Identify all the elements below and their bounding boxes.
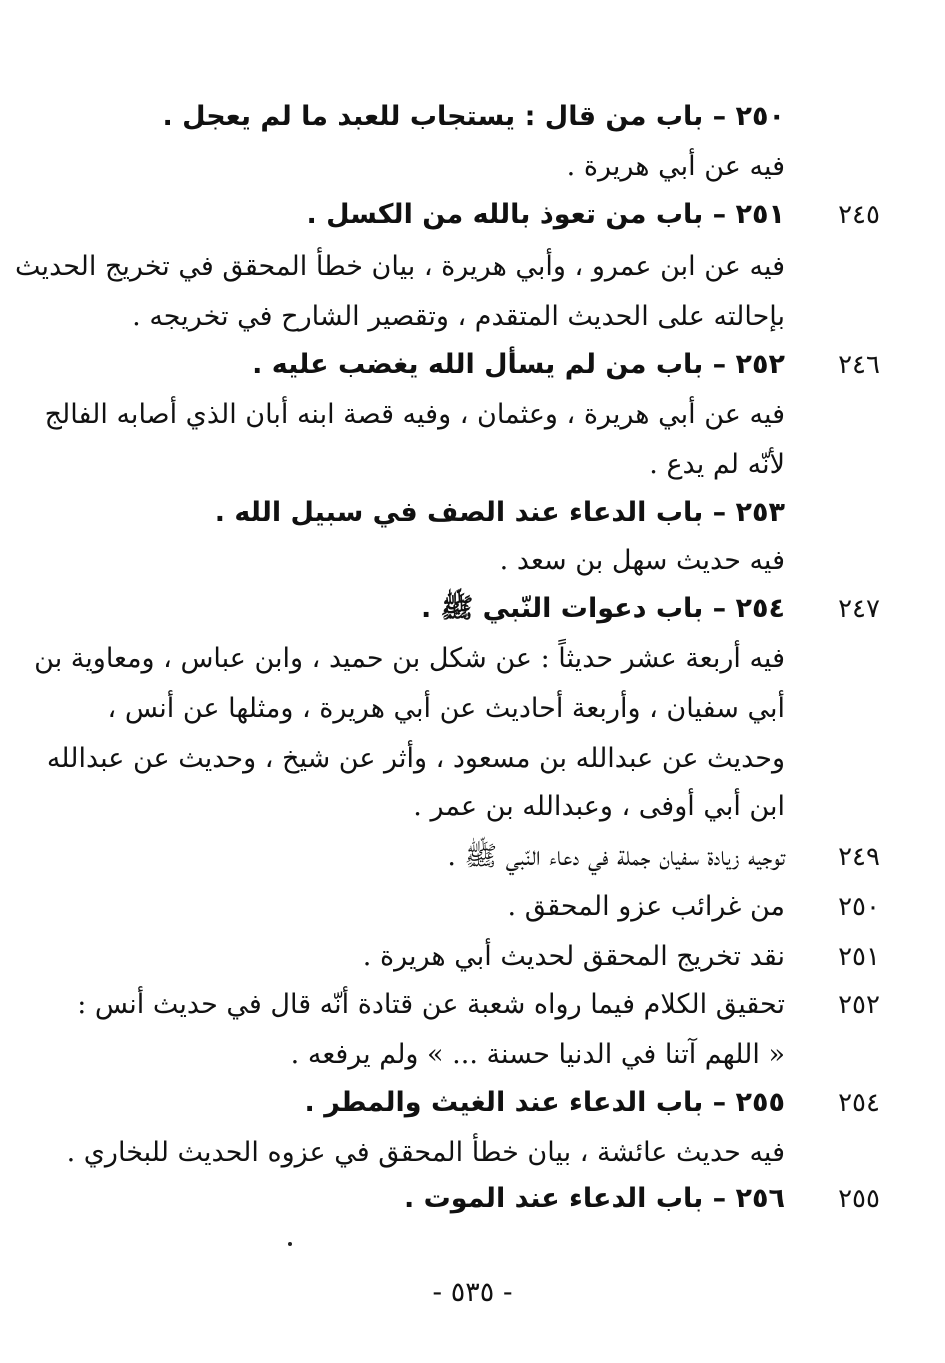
chapter-note: فيه أربعة عشر حديثاً : عن شكل بن حميد ، وابن عباس ، ومعاوية بن: [34, 643, 785, 674]
chapter-note: توجيه زيادة سفيان جملة في دعاء النّبي ﷺ .: [447, 841, 785, 872]
page-number: - ٥٣٥ -: [432, 1277, 513, 1308]
chapter-note: « اللهم آتنا في الدنيا حسنة ... » ولم يرفعه .: [290, 1039, 785, 1070]
index-line: [100, 932, 880, 982]
index-line: [44, 390, 880, 440]
index-line: [100, 1078, 880, 1128]
chapter-heading: ٢٥٦ – باب الدعاء عند الموت .: [403, 1183, 785, 1214]
index-line: [46, 734, 880, 784]
chapter-note: فيه حديث سهل بن سعد .: [499, 545, 785, 576]
chapter-note: فيه عن أبي هريرة ، وعثمان ، وفيه قصة ابنه أبان الذي أصابه الفالج: [44, 399, 785, 430]
chapter-note: أبي سفيان ، وأربعة أحاديث عن أبي هريرة ، ومثلها عن أنس ،: [107, 693, 785, 724]
index-line: [100, 584, 880, 634]
chapter-note: فيه عن ابن عمرو ، وأبي هريرة ، بيان خطأ المحقق في تخريج الحديث: [15, 251, 785, 282]
chapter-heading: ٢٥٢ – باب من لم يسأل الله يغضب عليه .: [252, 349, 785, 380]
index-line: [100, 92, 880, 142]
index-line: [100, 190, 880, 240]
chapter-note: تحقيق الكلام فيما رواه شعبة عن قتادة أنّه قال في حديث أنس :: [77, 989, 785, 1020]
page-reference: ٢٤٩: [838, 842, 880, 872]
index-line: [100, 340, 880, 390]
index-line: [100, 782, 880, 832]
chapter-heading: ٢٥٠ – باب من قال : يستجاب للعبد ما لم يعجل .: [162, 101, 785, 132]
index-line: [100, 142, 880, 192]
index-line: [100, 832, 880, 882]
index-line: [100, 882, 880, 932]
chapter-note: وحديث عن عبدالله بن مسعود ، وأثر عن شيخ ، وحديث عن عبدالله: [46, 743, 785, 774]
page-reference: ٢٥١: [838, 942, 880, 972]
chapter-note: فيه حديث عائشة ، بيان خطأ المحقق في عزوه الحديث للبخاري .: [66, 1137, 785, 1168]
chapter-heading: ٢٥٣ – باب الدعاء عند الصف في سبيل الله .: [214, 497, 785, 528]
page-reference: ٢٥٥: [838, 1184, 880, 1214]
index-line: [100, 488, 880, 538]
chapter-note: بإحالته على الحديث المتقدم ، وتقصير الشارح في تخريجه .: [132, 301, 785, 332]
chapter-note: لأنّه لم يدع .: [649, 449, 785, 480]
chapter-note: ابن أبي أوفى ، وعبدالله بن عمر .: [413, 791, 785, 822]
index-line: [100, 684, 880, 734]
page-reference: ٢٤٥: [838, 200, 880, 230]
index-line: [100, 1174, 880, 1224]
chapter-note: نقد تخريج المحقق لحديث أبي هريرة .: [362, 941, 785, 972]
chapter-note: فيه عن أبي هريرة .: [566, 151, 785, 182]
index-line: [100, 292, 880, 342]
index-line: [100, 440, 880, 490]
page-reference: ٢٥٤: [838, 1088, 880, 1118]
index-line: [15, 242, 880, 292]
chapter-note: من غرائب عزو المحقق .: [507, 891, 785, 922]
index-line: [77, 980, 880, 1030]
index-line: [100, 536, 880, 586]
index-line: [100, 1030, 880, 1080]
page-reference: ٢٥٠: [838, 892, 880, 922]
page-reference: ٢٤٦: [838, 350, 880, 380]
page-reference: ٢٤٧: [838, 594, 880, 624]
index-line: [66, 1128, 880, 1178]
page-reference: ٢٥٢: [838, 990, 880, 1020]
chapter-heading: ٢٥٥ – باب الدعاء عند الغيث والمطر .: [304, 1087, 785, 1118]
ink-speck: [288, 1242, 292, 1246]
chapter-heading: ٢٥١ – باب من تعوذ بالله من الكسل .: [306, 199, 785, 230]
chapter-heading: ٢٥٤ – باب دعوات النّبي ﷺ .: [420, 593, 785, 624]
index-line: [34, 634, 880, 684]
